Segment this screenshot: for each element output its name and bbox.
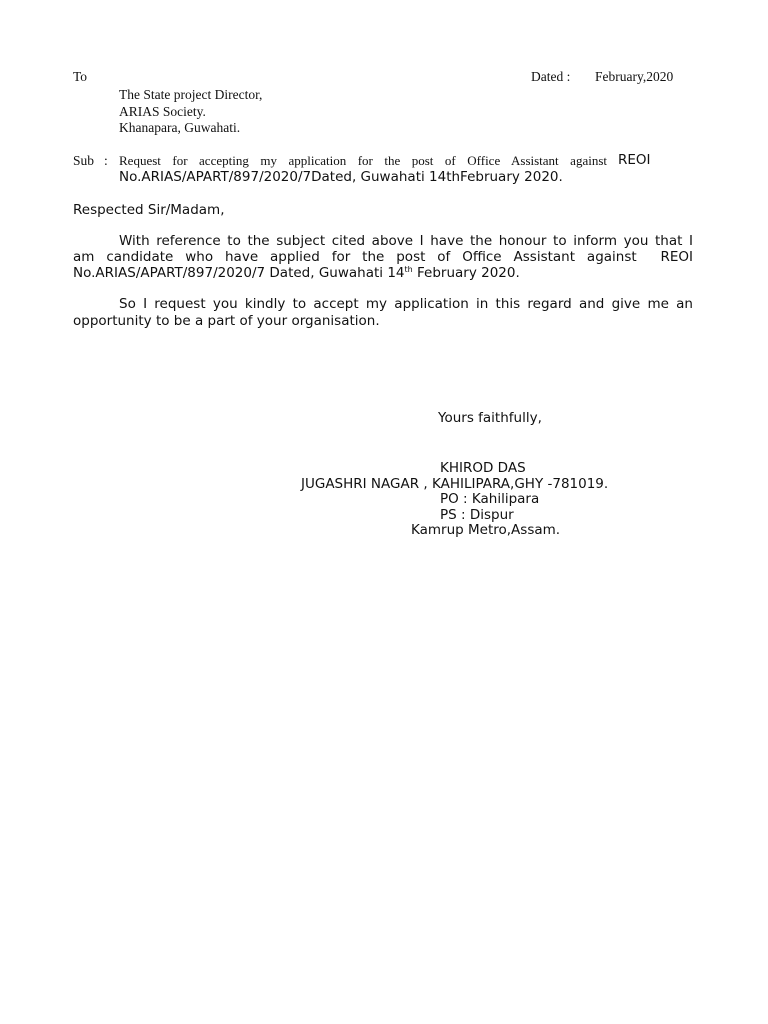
subject-line-2: No.ARIAS/APART/897/2020/7Dated, Guwahati 14thFebruary 2020. (119, 169, 563, 185)
recipient-line-2: ARIAS Society. (119, 104, 206, 119)
paragraph-1-line-2: am candidate who have applied for the post of Office Assistant against REOI (73, 249, 693, 265)
signature-district: Kamrup Metro,Assam. (411, 522, 561, 538)
dated-value: February,2020 (595, 69, 674, 84)
paragraph-1-line-3-end: February 2020. (412, 265, 520, 281)
signature-address: JUGASHRI NAGAR , KAHILIPARA,GHY -781019. (301, 476, 609, 492)
recipient-line-3: Khanapara, Guwahati. (119, 120, 241, 135)
closing: Yours faithfully, (438, 410, 542, 426)
subject-colon: : (104, 153, 108, 168)
paragraph-1-line-1: With reference to the subject cited above I have the honour to inform you that I (119, 233, 693, 249)
dated-label: Dated : (531, 69, 571, 84)
salutation: Respected Sir/Madam, (73, 202, 225, 218)
subject-reoi: REOI (618, 152, 651, 168)
recipient-line-1: The State project Director, (119, 87, 263, 102)
paragraph-1-line-3 (73, 265, 520, 281)
signature-name: KHIROD DAS (440, 460, 526, 476)
paragraph-1-superscript: th (404, 265, 413, 274)
to-label: To (73, 69, 88, 84)
subject-line-1: Request for accepting my application for the post of Office Assistant against (119, 153, 607, 168)
paragraph-2-line-2: opportunity to be a part of your organisation. (73, 313, 380, 329)
signature-ps: PS : Dispur (440, 507, 514, 523)
paragraph-1-line-3-start: No.ARIAS/APART/897/2020/7 Dated, Guwahati 14 (73, 265, 405, 281)
paragraph-2-line-1: So I request you kindly to accept my application in this regard and give me an (119, 296, 693, 312)
signature-po: PO : Kahilipara (440, 491, 540, 507)
subject-label: Sub (73, 153, 95, 168)
